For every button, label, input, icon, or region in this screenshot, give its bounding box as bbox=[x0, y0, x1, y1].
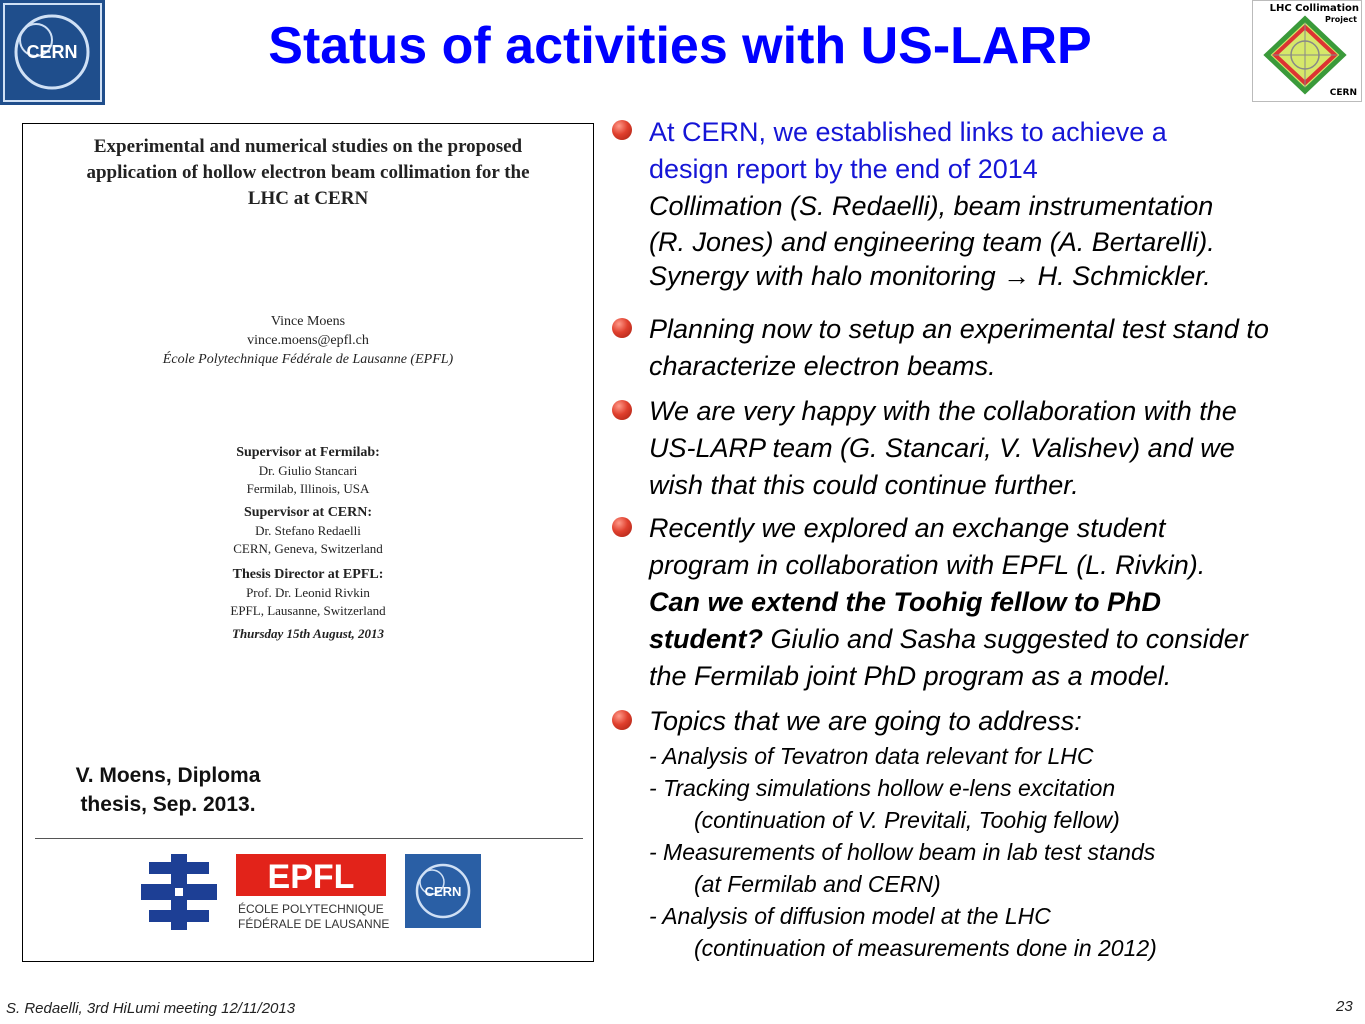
thesis-cover-panel bbox=[22, 123, 594, 962]
bullet-icon bbox=[612, 400, 632, 420]
bullet-text: Giulio and Sasha suggested to consider bbox=[763, 624, 1248, 654]
thesis-director-epfl bbox=[23, 566, 593, 620]
bullet-text: program in collaboration with EPFL (L. Rivkin). bbox=[649, 550, 1206, 580]
bullet-topics bbox=[649, 703, 1361, 964]
caption-line: thesis, Sep. 2013. bbox=[80, 793, 256, 816]
bullet-icon bbox=[612, 120, 632, 140]
bullet-text: Topics that we are going to address: bbox=[649, 706, 1082, 736]
thesis-title-line: LHC at CERN bbox=[247, 188, 369, 209]
topic-item: - Analysis of Tevatron data relevant for LHC bbox=[649, 743, 1094, 769]
supervisor-place: CERN, Geneva, Switzerland bbox=[233, 541, 383, 556]
supervisor-place: Fermilab, Illinois, USA bbox=[246, 481, 370, 496]
caption-line: V. Moens, Diploma bbox=[75, 764, 261, 787]
author-block bbox=[23, 312, 593, 369]
thesis-date: Thursday 15th August, 2013 bbox=[232, 626, 384, 641]
topic-item: - Tracking simulations hollow e-lens excitation bbox=[649, 775, 1116, 801]
footer-author: S. Redaelli, 3rd HiLumi meeting 12/11/2013 bbox=[6, 1000, 296, 1017]
epfl-logo bbox=[236, 854, 389, 930]
lhc-logo-title: LHC Collimation bbox=[1269, 3, 1359, 14]
author-name: Vince Moens bbox=[270, 314, 346, 329]
bullet-collaboration bbox=[649, 393, 1361, 504]
supervisor-heading: Thesis Director at EPFL: bbox=[232, 567, 384, 582]
thesis-title-line: Experimental and numerical studies on the proposed bbox=[93, 136, 523, 157]
author-institution: École Polytechnique Fédérale de Lausanne (EPFL) bbox=[162, 352, 454, 367]
supervisor-fermilab bbox=[23, 444, 593, 498]
page-title: Status of activities with US-LARP bbox=[268, 17, 1092, 75]
bullet-text: characterize electron beams. bbox=[649, 351, 996, 381]
topic-item: (continuation of measurements done in 2012) bbox=[694, 935, 1157, 961]
bullet-test-stand bbox=[649, 311, 1361, 385]
bullet-text: Recently we explored an exchange student bbox=[649, 513, 1166, 543]
cern-logo bbox=[0, 0, 105, 105]
cern-logo-small-text: CERN bbox=[424, 884, 462, 899]
lhc-logo-org: CERN bbox=[1329, 88, 1357, 98]
cern-logo-small bbox=[405, 854, 481, 928]
bullet-text: We are very happy with the collaboration with the bbox=[649, 396, 1237, 426]
supervisor-name: Dr. Stefano Redaelli bbox=[255, 523, 361, 538]
lhc-logo-project: Project bbox=[1324, 15, 1357, 24]
supervisor-name: Prof. Dr. Leonid Rivkin bbox=[246, 585, 370, 600]
topic-item: - Analysis of diffusion model at the LHC bbox=[649, 903, 1051, 929]
bullet-text: Can we extend the Toohig fellow to PhD bbox=[649, 587, 1162, 617]
epfl-logo-line2: FÉDÉRALE DE LAUSANNE bbox=[238, 917, 389, 930]
bullet-text-line bbox=[649, 621, 1361, 658]
bullet-text: design report by the end of 2014 bbox=[649, 154, 1038, 184]
bullet-text: Synergy with halo monitoring → H. Schmickler. bbox=[649, 261, 1211, 291]
thesis-title bbox=[23, 134, 593, 212]
bullet-exchange-student bbox=[649, 510, 1361, 695]
bullet-text: wish that this could continue further. bbox=[649, 470, 1079, 500]
divider bbox=[35, 838, 583, 839]
cern-logo-text: CERN bbox=[26, 42, 78, 62]
bullet-text: (R. Jones) and engineering team (A. Bertarelli). bbox=[649, 227, 1215, 257]
bullet-text: US-LARP team (G. Stancari, V. Valishev) and we bbox=[649, 433, 1235, 463]
supervisor-heading: Supervisor at CERN: bbox=[243, 505, 373, 520]
bullet-text: the Fermilab joint PhD program as a model. bbox=[649, 661, 1172, 691]
supervisor-cern bbox=[23, 504, 593, 558]
bullet-text: Collimation (S. Redaelli), beam instrumentation bbox=[649, 191, 1214, 221]
epfl-logo-text: EPFL bbox=[267, 858, 355, 896]
lhc-collimation-logo bbox=[1252, 0, 1362, 102]
bullet-text: At CERN, we established links to achieve a bbox=[649, 117, 1167, 147]
bullet-text-bold: student? bbox=[649, 624, 763, 654]
bullet-text: Planning now to setup an experimental test stand to bbox=[649, 314, 1269, 344]
supervisor-heading: Supervisor at Fermilab: bbox=[236, 445, 380, 460]
topic-item: - Measurements of hollow beam in lab test stands bbox=[649, 839, 1156, 865]
bullet-icon bbox=[612, 517, 632, 537]
topic-item: (continuation of V. Previtali, Toohig fellow) bbox=[694, 807, 1120, 833]
topic-item: (at Fermilab and CERN) bbox=[694, 871, 941, 897]
thesis-title-line: application of hollow electron beam collimation for the bbox=[86, 162, 530, 183]
author-email: vince.moens@epfl.ch bbox=[247, 333, 369, 348]
fermilab-logo bbox=[141, 854, 217, 930]
supervisor-place: EPFL, Lausanne, Switzerland bbox=[230, 603, 386, 618]
bullet-icon bbox=[612, 710, 632, 730]
bullet-cern-links bbox=[649, 114, 1361, 292]
bullet-icon bbox=[612, 318, 632, 338]
supervisor-name: Dr. Giulio Stancari bbox=[258, 463, 358, 478]
epfl-logo-line1: ÉCOLE POLYTECHNIQUE bbox=[238, 902, 384, 916]
thesis-caption bbox=[53, 761, 283, 819]
page-number: 23 bbox=[1336, 998, 1353, 1015]
